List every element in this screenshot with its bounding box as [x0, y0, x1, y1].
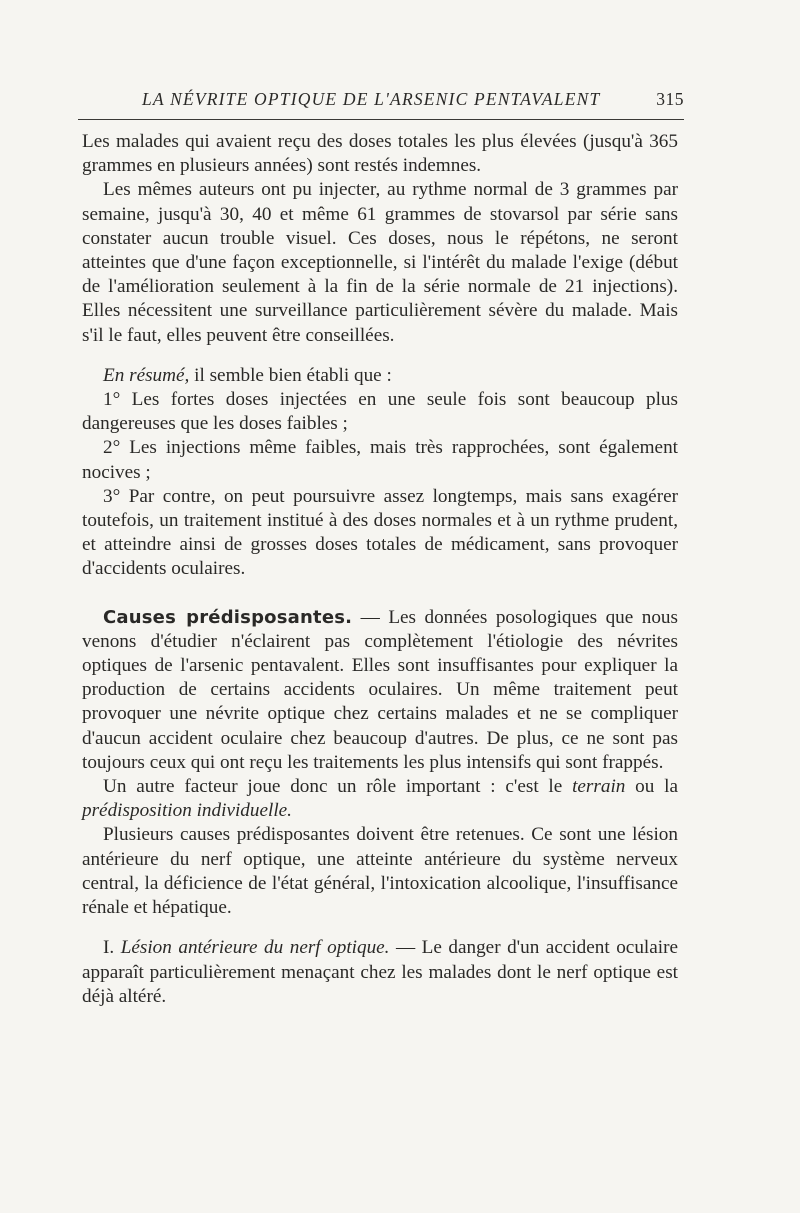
header-rule [78, 119, 684, 120]
paragraph-list-causes: Plusieurs causes prédisposantes doivent être retenues. Ce sont une lésion antérieure du nerf optique, une atteinte antérieure du système nerveux central, la déficience de l'état général, l'intoxication alcoolique, l'insuffisance rénale et hépatique. [82, 824, 678, 919]
terrain-italic: terrain [572, 776, 626, 798]
summary-italic: En résumé, [103, 364, 190, 386]
paragraph-lesion [82, 936, 678, 1009]
paragraph-point-3: 3° Par contre, on peut poursuivre assez longtemps, mais sans exagérer toutefois, un traitement institué à des doses normales et à un rythme prudent, et atteindre ainsi de grosses doses totales de médicament, sans provoquer d'accidents oculaires. [82, 485, 678, 580]
paragraph-summary-intro [82, 364, 678, 388]
predisposition-italic: prédisposition individuelle. [82, 800, 292, 822]
running-head [78, 89, 684, 119]
section-heading-causes: Causes prédisposantes. [103, 606, 353, 628]
lesion-rest: — Le danger d'un accident oculaire apparaît particulièrement menaçant chez les malades dont le nerf optique est déjà altéré. [82, 937, 678, 1007]
paragraph-continuation: Les malades qui avaient reçu des doses totales les plus élevées (jusqu'à 365 grammes en plusieurs années) sont restés indemnes. [82, 131, 678, 177]
causes-rest: — Les données posologiques que nous venons d'étudier n'éclairent pas complètement l'étiologie des névrites optiques de l'arsenic pentavalent. Elles sont insuffisantes pour expliquer la production de certains accidents oculaires. Un même traitement peut provoquer une névrite optique chez certains malades et ne se compliquer d'aucun accident oculaire chez beaucoup d'autres. De plus, ce ne sont pas toujours ceux qui ont reçu les traitements les plus intensifs qui sont frappés. [82, 606, 678, 773]
body-text [82, 130, 678, 1009]
running-title: LA NÉVRITE OPTIQUE DE L'ARSENIC PENTAVALENT [142, 89, 601, 109]
paragraph-point-2: 2° Les injections même faibles, mais très rapprochées, sont également nocives ; [82, 437, 678, 483]
paragraph-point-1: 1° Les fortes doses injectées en une seule fois sont beaucoup plus dangereuses que les doses faibles ; [82, 389, 678, 435]
page-number: 315 [656, 89, 684, 109]
paragraph-causes [82, 606, 678, 775]
terrain-a: Un autre facteur joue donc un rôle important : c'est le [103, 776, 573, 798]
paragraph-terrain [82, 775, 678, 823]
summary-rest: il semble bien établi que : [189, 364, 392, 386]
lesion-number: I. [103, 937, 115, 959]
paragraph-doses: Les mêmes auteurs ont pu injecter, au rythme normal de 3 grammes par semaine, jusqu'à 30, 40 et même 61 grammes de stovarsol par série sans constater aucun trouble visuel. Ces doses, nous le répétons, ne seront atteintes que d'une façon exceptionnelle, si l'intérêt du malade l'exige (début de l'amélioration seulement à la fin de la série normale de 21 injections). Elles nécessitent une surveillance particulièrement sévère du malade. Mais s'il le faut, elles peuvent être conseillées. [82, 179, 678, 346]
terrain-b: ou la [625, 776, 678, 798]
lesion-italic: Lésion antérieure du nerf optique. [120, 937, 390, 959]
